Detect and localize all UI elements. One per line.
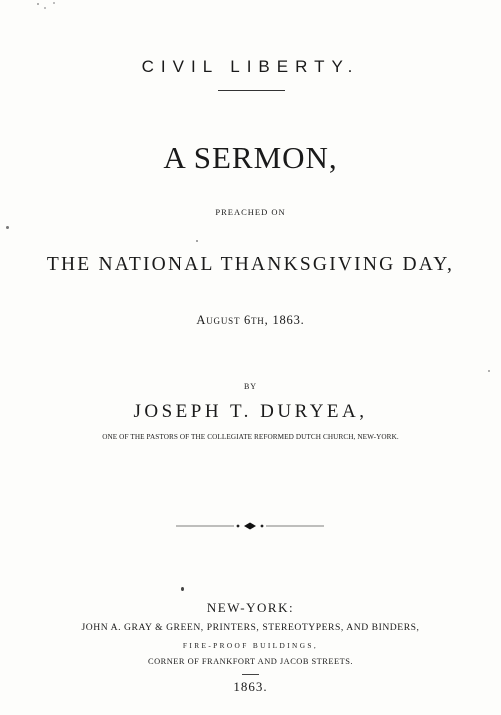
author-name: JOSEPH T. DURYEA, [133, 401, 368, 422]
imprint-year: 1863. [233, 679, 268, 694]
title-rule [218, 90, 285, 91]
preached-on-label: PREACHED ON [215, 207, 286, 217]
paper-speck [53, 2, 55, 4]
sermon-heading: A SERMON, [163, 140, 338, 175]
occasion-line: THE NATIONAL THANKSGIVING DAY, [46, 254, 455, 275]
date-month-rest: UGUST [206, 316, 241, 326]
ornamental-divider [176, 522, 324, 530]
author-title: ONE OF THE PASTORS OF THE COLLEGIATE REFORMED DUTCH CHURCH, NEW-YORK. [102, 433, 399, 441]
imprint-rule [242, 674, 259, 675]
paper-speck [6, 226, 9, 229]
series-title: CIVIL LIBERTY. [141, 57, 360, 76]
imprint-city: NEW-YORK: [206, 600, 295, 615]
imprint-building: FIRE-PROOF BUILDINGS, [182, 641, 319, 650]
date-month-initial: A [196, 313, 207, 327]
paper-speck [196, 240, 198, 242]
sermon-date [0, 313, 501, 328]
date-year: , 1863. [264, 313, 305, 327]
imprint-address: CORNER OF FRANKFORT AND JACOB STREETS. [148, 657, 353, 666]
imprint-printers: JOHN A. GRAY & GREEN, PRINTERS, STEREOTYPERS, AND BINDERS, [81, 622, 420, 633]
date-day-number: 6 [243, 313, 251, 327]
paper-speck [181, 587, 184, 591]
paper-speck [44, 7, 46, 9]
by-label: BY [243, 382, 258, 391]
paper-speck [37, 3, 39, 5]
paper-speck [488, 370, 490, 372]
date-day-suffix: TH [251, 316, 265, 326]
